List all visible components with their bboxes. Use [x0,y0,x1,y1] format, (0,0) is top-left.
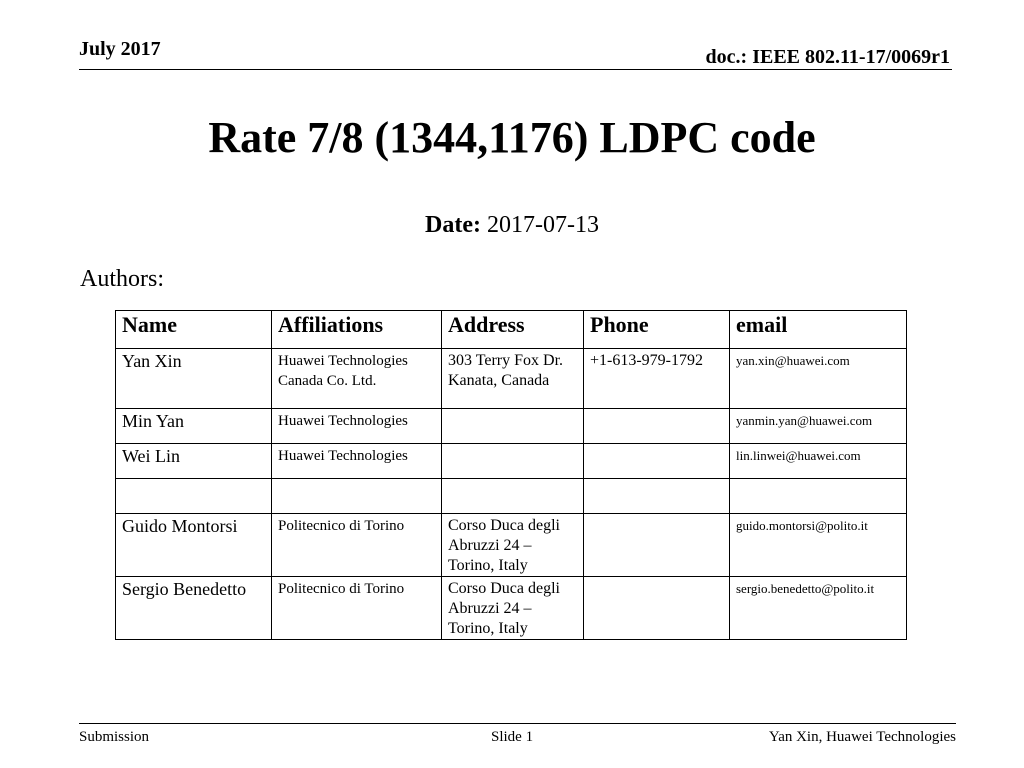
authors-table [115,310,907,640]
table-row [116,514,907,577]
author-phone [584,444,730,479]
author-address: 303 Terry Fox Dr. Kanata, Canada [442,349,584,409]
header-date: July 2017 [79,38,161,60]
author-name: Min Yan [116,409,272,444]
column-header-email: email [730,311,907,349]
author-address [442,444,584,479]
author-email: guido.montorsi@polito.it [730,514,907,577]
table-row [116,479,907,514]
author-name [116,479,272,514]
table-row [116,349,907,409]
footer-divider [79,723,956,724]
footer-submission: Submission [79,729,150,745]
author-address: Corso Duca degli Abruzzi 24 – Torino, Italy [442,577,584,640]
author-affiliation: Huawei Technologies Canada Co. Ltd. [272,349,442,409]
author-phone [584,514,730,577]
author-affiliation [272,479,442,514]
author-affiliation: Huawei Technologies [272,409,442,444]
header-doc-id: doc.: IEEE 802.11-17/0069r1 [705,46,950,68]
date-value: 2017-07-13 [486,212,599,238]
table-row [116,577,907,640]
footer-author: Yan Xin, Huawei Technologies [768,729,956,745]
table-row [116,444,907,479]
author-name: Guido Montorsi [116,514,272,577]
author-affiliation: Politecnico di Torino [272,577,442,640]
author-address [442,409,584,444]
author-affiliation: Huawei Technologies [272,444,442,479]
author-phone [584,577,730,640]
author-phone [584,409,730,444]
author-phone: +1-613-979-1792 [584,349,730,409]
table-row [116,409,907,444]
author-name: Yan Xin [116,349,272,409]
author-name: Wei Lin [116,444,272,479]
author-address [442,479,584,514]
header-divider [79,69,952,70]
author-name: Sergio Benedetto [116,577,272,640]
slide-title: Rate 7/8 (1344,1176) LDPC code [208,113,816,162]
authors-label: Authors: [80,266,164,292]
author-email: yanmin.yan@huawei.com [730,409,907,444]
author-phone [584,479,730,514]
author-email: sergio.benedetto@polito.it [730,577,907,640]
column-header-address: Address [442,311,584,349]
footer-slide-number: Slide 1 [491,729,534,745]
author-affiliation: Politecnico di Torino [272,514,442,577]
date-line [0,212,1024,239]
date-label: Date: [425,212,481,238]
table-header-row [116,311,907,349]
author-email: lin.linwei@huawei.com [730,444,907,479]
column-header-phone: Phone [584,311,730,349]
author-email: yan.xin@huawei.com [730,349,907,409]
author-email [730,479,907,514]
column-header-name: Name [116,311,272,349]
column-header-affiliations: Affiliations [272,311,442,349]
author-address: Corso Duca degli Abruzzi 24 – Torino, Italy [442,514,584,577]
